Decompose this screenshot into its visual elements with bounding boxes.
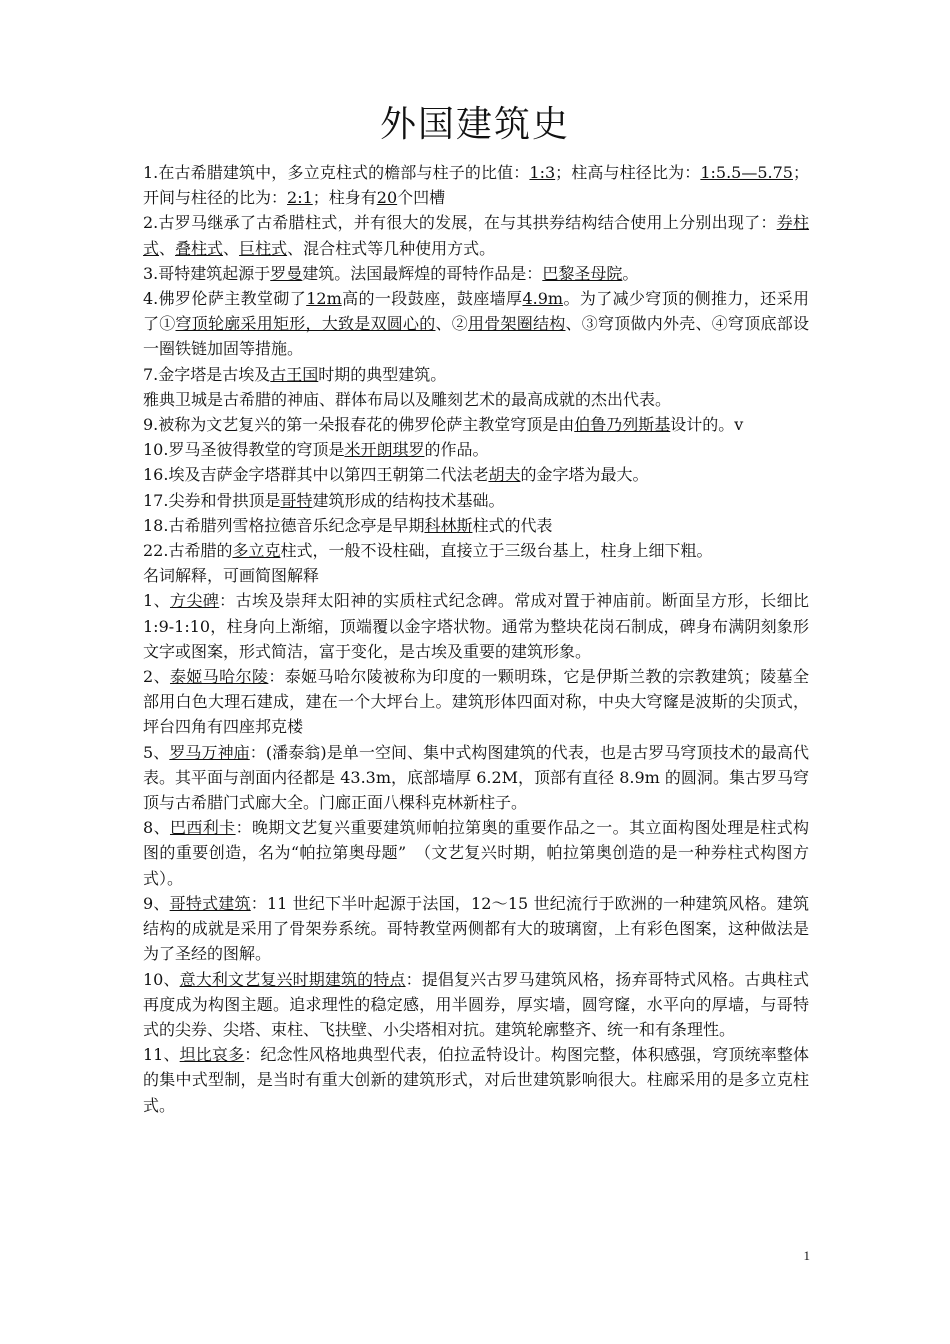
- paragraph-18: 18.古希腊列雪格拉德音乐纪念亭是早期科林斯柱式的代表: [143, 515, 553, 535]
- page-title: 外国建筑史: [379, 104, 570, 145]
- paragraph-17: 17.尖券和骨拱顶是哥特建筑形成的结构技术基础。: [143, 490, 505, 510]
- paragraph-22: 22.古希腊的多立克柱式，一般不设柱础，直接立于三级台基上，柱身上细下粗。: [143, 541, 713, 561]
- term-pantheon: 5、罗马万神庙：(潘泰翁)是单一空间、集中式构图建筑的代表，也是古罗马穹顶技术的最高代表。其平面与剖面内径都是 43.3m，底部墙厚 6.2M，顶部有直径 8.9m 的圆洞。集古罗马穹顶与古希腊门式廊大全。门廊正面八棵科克林新柱子。: [143, 742, 809, 813]
- paragraph-2: 2.古罗马继承了古希腊柱式，并有很大的发展，在与其拱券结构结合使用上分别出现了：券柱式、叠柱式、巨柱式、混合柱式等几种使用方式。: [143, 213, 809, 258]
- paragraph-1: 1.在古希腊建筑中，多立克柱式的檐部与柱子的比值：1:3；柱高与柱径比为：1:5.5—5.75；开间与柱径的比为：2:1；柱身有20个凹槽: [143, 163, 809, 208]
- term-gothic: 9、哥特式建筑：11 世纪下半叶起源于法国，12～15 世纪流行于欧洲的一种建筑风格。建筑结构的成就是采用了骨架券系统。哥特教堂两侧都有大的玻璃窗，上有彩色图案，这种做法是为了圣经的图解。: [143, 893, 809, 964]
- document-body: [143, 160, 809, 1118]
- term-renaissance: 10、意大利文艺复兴时期建筑的特点：提倡复兴古罗马建筑风格，扬弃哥特式风格。古典柱式再度成为构图主题。追求理性的稳定感，用半圆券，厚实墙，圆穹窿，水平向的厚墙，与哥特式的尖券、尖塔、束柱、飞扶壁、小尖塔相对抗。建筑轮廓整齐、统一和有条理性。: [143, 969, 809, 1039]
- term-tempietto: 11、坦比哀多：纪念性风格地典型代表，伯拉孟特设计。构图完整，体积感强，穹顶统率整体的集中式型制，是当时有重大创新的建筑形式，对后世建筑影响很大。柱廊采用的是多立克柱式。: [143, 1045, 809, 1115]
- section-heading-terms: 名词解释，可画简图解释: [143, 566, 320, 586]
- term-taj-mahal: 2、泰姬马哈尔陵：泰姬马哈尔陵被称为印度的一颗明珠，它是伊斯兰教的宗教建筑；陵墓全部用白色大理石建成，建在一个大坪台上。建筑形体四面对称，中央大穹窿是波斯的尖顶式，坪台四角有四座邦克楼: [143, 667, 809, 737]
- paragraph-4: 4.佛罗伦萨主教堂砌了12m高的一段鼓座，鼓座墙厚4.9m。为了减少穹顶的侧推力，还采用了①穹顶轮廓采用矩形，大致是双圆心的、②用骨架圈结构、③穹顶做内外壳、④穹顶底部设一圈铁链加固等措施。: [143, 289, 809, 359]
- paragraph-10: 10.罗马圣彼得教堂的穹顶是米开朗琪罗的作品。: [143, 440, 489, 460]
- paragraph-7: 7.金字塔是古埃及古王国时期的典型建筑。: [143, 364, 447, 384]
- paragraph-3: 3.哥特建筑起源于罗曼建筑。法国最辉煌的哥特作品是：巴黎圣母院。: [143, 263, 639, 283]
- paragraph-athens: 雅典卫城是古希腊的神庙、群体布局以及雕刻艺术的最高成就的杰出代表。: [143, 389, 672, 409]
- paragraph-9: 9.被称为文艺复兴的第一朵报春花的佛罗伦萨主教堂穹顶是由伯鲁乃列斯基设计的。v: [143, 415, 744, 435]
- page-number: 1: [803, 1248, 810, 1263]
- term-basilica: 8、巴西利卡：晚期文艺复兴重要建筑师帕拉第奥的重要作品之一。其立面构图处理是柱式构图的重要创造，名为“帕拉第奥母题” （文艺复兴时期，帕拉第奥创造的是一种券柱式构图方式）。: [143, 818, 809, 888]
- term-obelisk: 1、方尖碑：古埃及崇拜太阳神的实质柱式纪念碑。常成对置于神庙前。断面呈方形，长细比 1:9-1:10，柱身向上渐缩，顶端覆以金字塔状物。通常为整块花岗石制成，碑身布满阴刻象形文字或图案，形式简洁，富于变化，是古埃及重要的建筑形象。: [143, 591, 809, 661]
- paragraph-16: 16.埃及吉萨金字塔群其中以第四王朝第二代法老胡夫的金字塔为最大。: [143, 465, 649, 485]
